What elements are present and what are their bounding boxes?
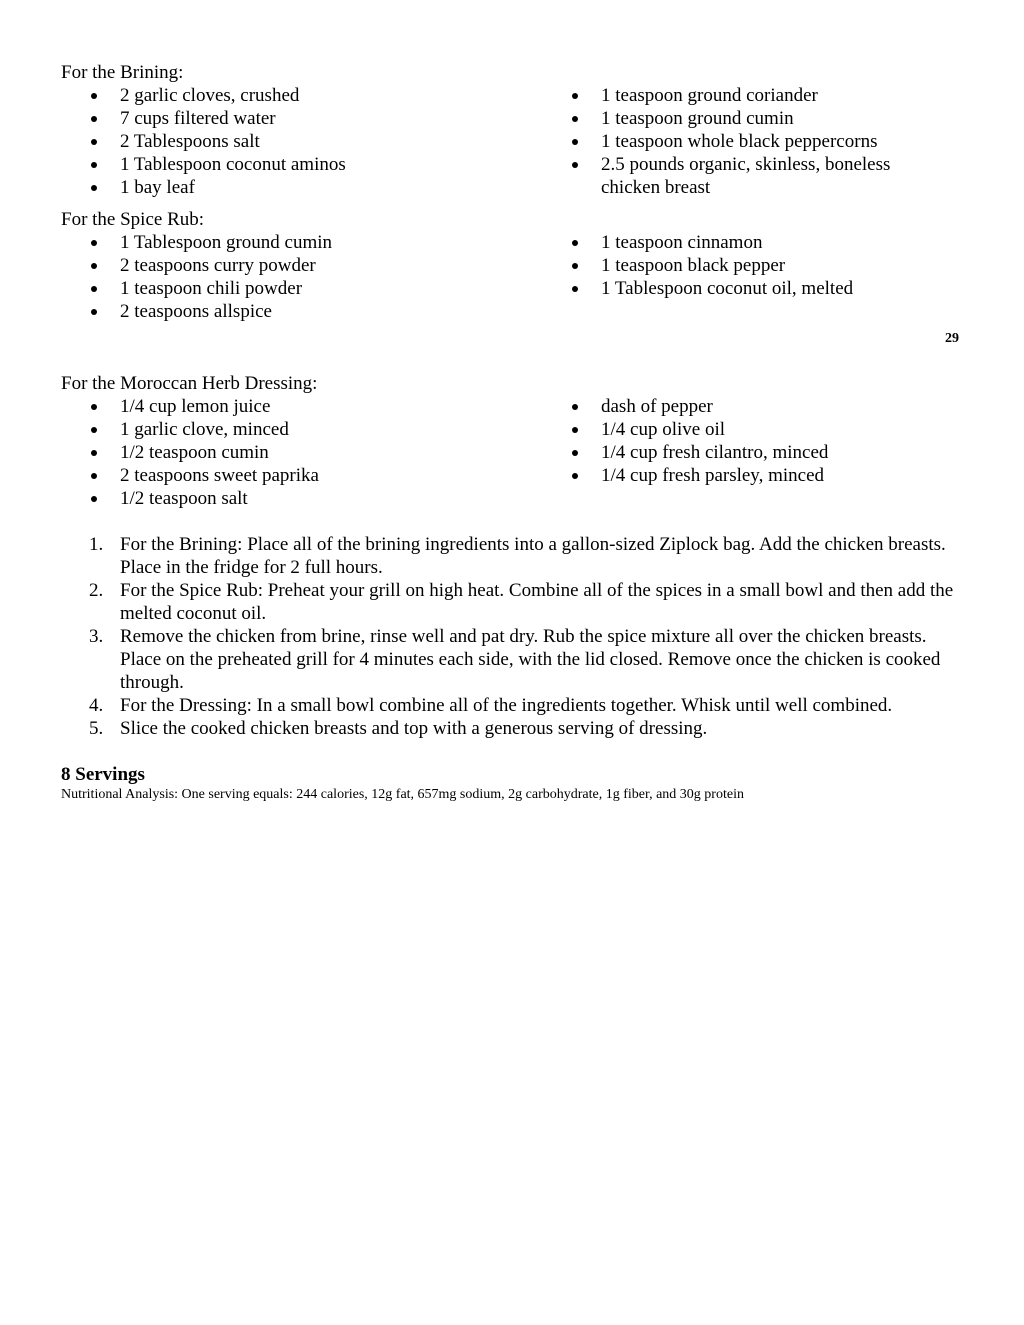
- list-item: 1 teaspoon ground coriander: [542, 84, 942, 107]
- list-item: 2 teaspoons curry powder: [61, 254, 542, 277]
- servings-heading: 8 Servings: [61, 764, 145, 785]
- spice-rub-list-right: [542, 231, 942, 323]
- brining-heading: For the Brining:: [61, 62, 184, 83]
- list-item: 1 bay leaf: [61, 176, 542, 199]
- step-text: Slice the cooked chicken breasts and top with a generous serving of dressing.: [120, 718, 708, 739]
- list-item: dash of pepper: [542, 395, 942, 418]
- spice-rub-ingredients: [61, 231, 961, 323]
- nutrition-analysis: Nutritional Analysis: One serving equals: 244 calories, 12g fat, 657mg sodium, 2g carbohydrate, 1g fiber, and 30g protein: [61, 787, 744, 802]
- bullet-icon: [572, 427, 578, 433]
- list-item: 1/4 cup fresh cilantro, minced: [542, 441, 942, 464]
- bullet-icon: [572, 473, 578, 479]
- list-item: 1/2 teaspoon cumin: [61, 441, 542, 464]
- list-item: 1 teaspoon whole black peppercorns: [542, 130, 942, 153]
- step-item: [61, 579, 961, 625]
- page-number: 29: [945, 331, 959, 346]
- list-item: 2 Tablespoons salt: [61, 130, 542, 153]
- step-text: Remove the chicken from brine, rinse well and pat dry. Rub the spice mixture all over the chicken breasts. Place on the preheated grill for 4 minutes each side, with the lid closed. Remove once the chicken is cooked through.: [120, 626, 941, 693]
- list-item: 1 teaspoon chili powder: [61, 277, 542, 300]
- dressing-list-right: [542, 395, 942, 510]
- dressing-ingredients: [61, 395, 961, 510]
- list-item: 2.5 pounds organic, skinless, boneless chicken breast: [542, 153, 921, 199]
- step-number: 4.: [89, 695, 104, 716]
- bullet-icon: [91, 286, 97, 292]
- step-text: For the Spice Rub: Preheat your grill on high heat. Combine all of the spices in a small bowl and then add the melted coconut oil.: [120, 580, 954, 624]
- instruction-steps: [61, 533, 961, 740]
- list-item: 1/4 cup olive oil: [542, 418, 942, 441]
- bullet-icon: [91, 139, 97, 145]
- step-item: [61, 717, 961, 740]
- list-item: 1/4 cup lemon juice: [61, 395, 542, 418]
- brining-ingredients: [61, 84, 961, 199]
- recipe-page-bottom: [61, 372, 961, 804]
- brining-list-right: [542, 84, 942, 199]
- step-number: 3.: [89, 626, 104, 647]
- list-item: 1 teaspoon ground cumin: [542, 107, 942, 130]
- step-text: For the Brining: Place all of the brining ingredients into a gallon-sized Ziplock bag. Add the chicken breasts. Place in the fridge for 2 full hours.: [120, 534, 946, 578]
- bullet-icon: [91, 263, 97, 269]
- bullet-icon: [91, 116, 97, 122]
- step-number: 2.: [89, 580, 104, 601]
- list-item: 1 Tablespoon coconut oil, melted: [542, 277, 942, 300]
- list-item: 1 Tablespoon coconut aminos: [61, 153, 542, 176]
- list-item: 1 teaspoon cinnamon: [542, 231, 942, 254]
- bullet-icon: [91, 404, 97, 410]
- bullet-icon: [572, 263, 578, 269]
- list-item: 1/2 teaspoon salt: [61, 487, 542, 510]
- dressing-list-left: [61, 395, 542, 510]
- step-number: 5.: [89, 718, 104, 739]
- bullet-icon: [91, 473, 97, 479]
- recipe-page-top: [61, 61, 961, 323]
- list-item: 2 teaspoons allspice: [61, 300, 542, 323]
- bullet-icon: [572, 162, 578, 168]
- step-item: [61, 694, 961, 717]
- bullet-icon: [572, 93, 578, 99]
- bullet-icon: [91, 240, 97, 246]
- bullet-icon: [91, 309, 97, 315]
- list-item: 7 cups filtered water: [61, 107, 542, 130]
- bullet-icon: [572, 240, 578, 246]
- bullet-icon: [91, 450, 97, 456]
- bullet-icon: [91, 496, 97, 502]
- bullet-icon: [572, 450, 578, 456]
- bullet-icon: [91, 162, 97, 168]
- list-item: 1/4 cup fresh parsley, minced: [542, 464, 942, 487]
- step-number: 1.: [89, 534, 104, 555]
- spice-rub-heading: For the Spice Rub:: [61, 209, 205, 230]
- bullet-icon: [572, 286, 578, 292]
- bullet-icon: [572, 116, 578, 122]
- step-text: For the Dressing: In a small bowl combine all of the ingredients together. Whisk until well combined.: [120, 695, 893, 716]
- list-item: 1 Tablespoon ground cumin: [61, 231, 542, 254]
- list-item: 2 teaspoons sweet paprika: [61, 464, 542, 487]
- spice-rub-list-left: [61, 231, 542, 323]
- list-item: 1 teaspoon black pepper: [542, 254, 942, 277]
- list-item: 1 garlic clove, minced: [61, 418, 542, 441]
- step-item: [61, 533, 961, 579]
- bullet-icon: [91, 185, 97, 191]
- dressing-heading: For the Moroccan Herb Dressing:: [61, 373, 318, 394]
- bullet-icon: [91, 427, 97, 433]
- step-item: [61, 625, 961, 694]
- bullet-icon: [572, 139, 578, 145]
- list-item: 2 garlic cloves, crushed: [61, 84, 542, 107]
- brining-list-left: [61, 84, 542, 199]
- bullet-icon: [572, 404, 578, 410]
- bullet-icon: [91, 93, 97, 99]
